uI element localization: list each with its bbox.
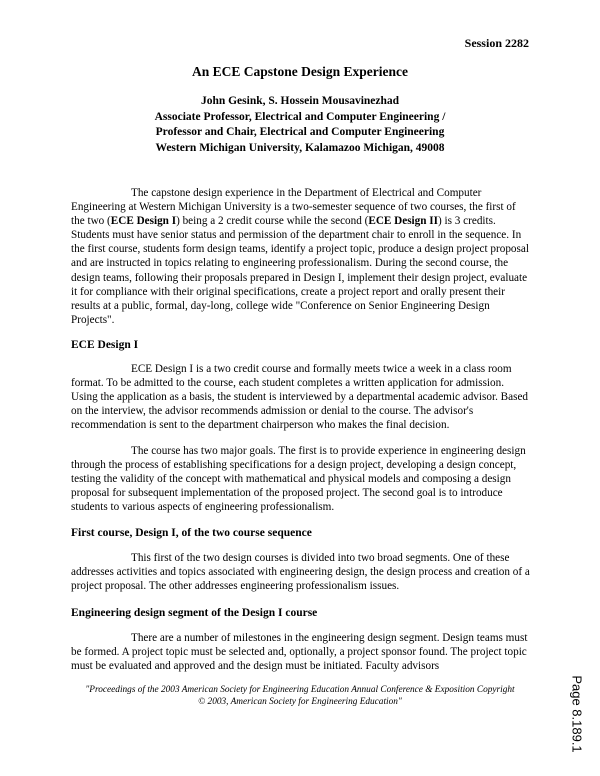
section-heading-first-course: First course, Design I, of the two course sequence [71,527,312,539]
design-1-paragraph-1: ECE Design I is a two credit course and formally meets twice a week in a class room format. To be admitted to the course, each student completes a written application for admission. Using the application as a basis, the student is interviewed by a departmental academic advisor. Based on the interview, the advisor recommends admission or denial to the course. The advisor's recommendation is sent to the department chairperson who makes the final decision. [71,363,528,432]
author-role-1: Associate Professor, Electrical and Computer Engineering / [154,110,446,123]
design-1-paragraph-2: The course has two major goals. The first is to provide experience in engineering design through the process of establishing specifications for a design project, developing a design concept, testing the validity of the concept with mathematical and physical models and composing a design proposal for subsequent implementation of the proposed project. The second goal is to introduce students to various aspects of engineering professionalism. [71,445,526,514]
author-affiliation: Western Michigan University, Kalamazoo Michigan, 49008 [155,141,445,154]
page-number [568,665,586,763]
engineering-segment-paragraph: There are a number of milestones in the engineering design segment. Design teams must be formed. A project topic must be selected and, optionally, a project sponsor found. The project topic must be evaluated and approved and the design must be initiated. Faculty advisors [71,632,528,673]
proceedings-footer [0,684,600,708]
footer-line-2: © 2003, American Society for Engineering Education" [198,697,402,707]
intro-text-2: ) being a 2 credit course while the second ( [176,215,369,228]
intro-text-3: ) is 3 credits. Students must have senior status and permission of the department chair to enroll in the sequence. In the first course, students form design teams, identify a project topic, produce a design project proposal and are instructed in topics relating to engineering professionalism. During the second course, the design teams, following their proposals prepared in Design I, implement their design project, evaluate it for compliance with their original specifications, create a project report and orally present their results at a public, formal, day-long, college wide "Conference on Senior Engineering Design Projects". [71,215,529,326]
intro-bold-design-2: ECE Design II [368,215,438,228]
page-number-text: Page 8.189.1 [569,675,585,753]
footer-line-1: "Proceedings of the 2003 American Society for Engineering Education Annual Conference & Exposition Copyright [85,685,515,695]
session-label: Session 2282 [464,36,529,50]
section-heading-engineering-segment: Engineering design segment of the Design I course [71,607,318,619]
intro-bold-design-1: ECE Design I [110,215,177,228]
author-role-2: Professor and Chair, Electrical and Computer Engineering [155,126,445,138]
author-block [0,94,600,156]
author-names: John Gesink, S. Hossein Mousavinezhad [200,95,400,107]
section-heading-design-1: ECE Design I [71,339,139,351]
first-course-paragraph: This first of the two design courses is divided into two broad segments. One of these addresses activities and topics associated with engineering design, the design process and creation of a project proposal. The other addresses engineering professionalism issues. [71,552,530,593]
intro-paragraph [71,186,531,327]
intro-text-1: The capstone design experience in the Department of Electrical and Computer Engineering at Western Michigan University is a two-semester sequence of two courses, the first of the two ( [71,187,516,228]
paper-title: An ECE Capstone Design Experience [191,64,408,79]
